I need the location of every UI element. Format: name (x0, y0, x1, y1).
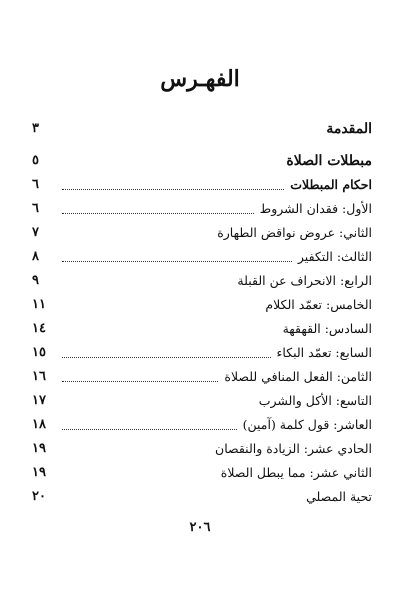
toc-entry-label: احكام المبطلات (290, 177, 372, 192)
page-number: ٢٠٦ (189, 520, 211, 535)
toc-entry[interactable] (32, 294, 372, 314)
toc-entry-page: ١٨ (32, 417, 46, 432)
toc-entry[interactable] (32, 342, 372, 362)
toc-entry[interactable] (32, 174, 372, 194)
toc-entry-label: الثاني: عروض نواقض الطهارة (217, 225, 372, 240)
toc-entry-label: المقدمة (326, 121, 372, 137)
dot-leader (62, 380, 218, 382)
toc-entry-label: السادس: القهقهة (282, 321, 372, 336)
toc-entry-label: الثاني عشر: مما يبطل الصلاة (220, 465, 372, 480)
toc-entry-label: العاشر: قول كلمة (آمين) (242, 417, 372, 432)
toc-entry-label: تحية المصلي (306, 489, 372, 504)
toc-entry-page: ٧ (32, 225, 39, 240)
toc-entry-page: ٩ (32, 273, 39, 288)
toc-entry[interactable] (32, 390, 372, 410)
toc-entry-page: ٢٠ (32, 489, 46, 504)
toc-entry-page: ٨ (32, 249, 39, 264)
dot-leader (62, 188, 284, 190)
toc-entry-label: الخامس: تعمّد الكلام (265, 297, 372, 312)
toc-entry-label: التاسع: الأكل والشرب (258, 393, 372, 408)
toc-entry[interactable] (32, 318, 372, 338)
dot-leader (62, 428, 237, 430)
toc-entry-label: الثامن: الفعل المنافي للصلاة (224, 369, 372, 384)
toc-entry-page: ١٩ (32, 441, 46, 456)
toc-entry-page: ١٦ (32, 369, 46, 384)
toc-entry-page: ١١ (32, 297, 46, 312)
toc-entry-label: الحادي عشر: الزيادة والنقصان (215, 441, 372, 456)
toc-entry-page: ٣ (32, 121, 39, 136)
toc-entry-label: السابع: تعمّد البكاء (276, 345, 372, 360)
toc-entry[interactable] (32, 198, 372, 218)
toc-entry[interactable] (32, 486, 372, 506)
toc-entry-page: ٥ (32, 153, 39, 168)
toc-entry[interactable] (32, 222, 372, 242)
toc-entry-page: ١٤ (32, 321, 46, 336)
toc-entry[interactable] (32, 414, 372, 434)
toc-entry-page: ١٩ (32, 465, 46, 480)
toc-entry[interactable] (32, 366, 372, 386)
toc-entry[interactable] (32, 270, 372, 290)
toc-entry-page: ١٧ (32, 393, 46, 408)
page-title: الفهـرس (160, 66, 240, 92)
toc-entry[interactable] (32, 462, 372, 482)
toc-entry-label: الثالث: التكفير (297, 249, 372, 264)
dot-leader (62, 260, 292, 262)
toc-entry-label: الأول: فقدان الشروط (259, 201, 372, 216)
toc-entry[interactable] (32, 150, 372, 170)
toc-entry-page: ١٥ (32, 345, 46, 360)
toc-entry-page: ٦ (32, 177, 39, 192)
toc-entry[interactable] (32, 438, 372, 458)
dot-leader (62, 212, 254, 214)
toc-entry[interactable] (32, 118, 372, 138)
toc-entry[interactable] (32, 246, 372, 266)
toc-entry-label: مبطلات الصلاة (286, 153, 372, 169)
toc-entry-page: ٦ (32, 201, 39, 216)
dot-leader (62, 356, 271, 358)
toc-entry-label: الرابع: الانحراف عن القبلة (237, 273, 372, 288)
